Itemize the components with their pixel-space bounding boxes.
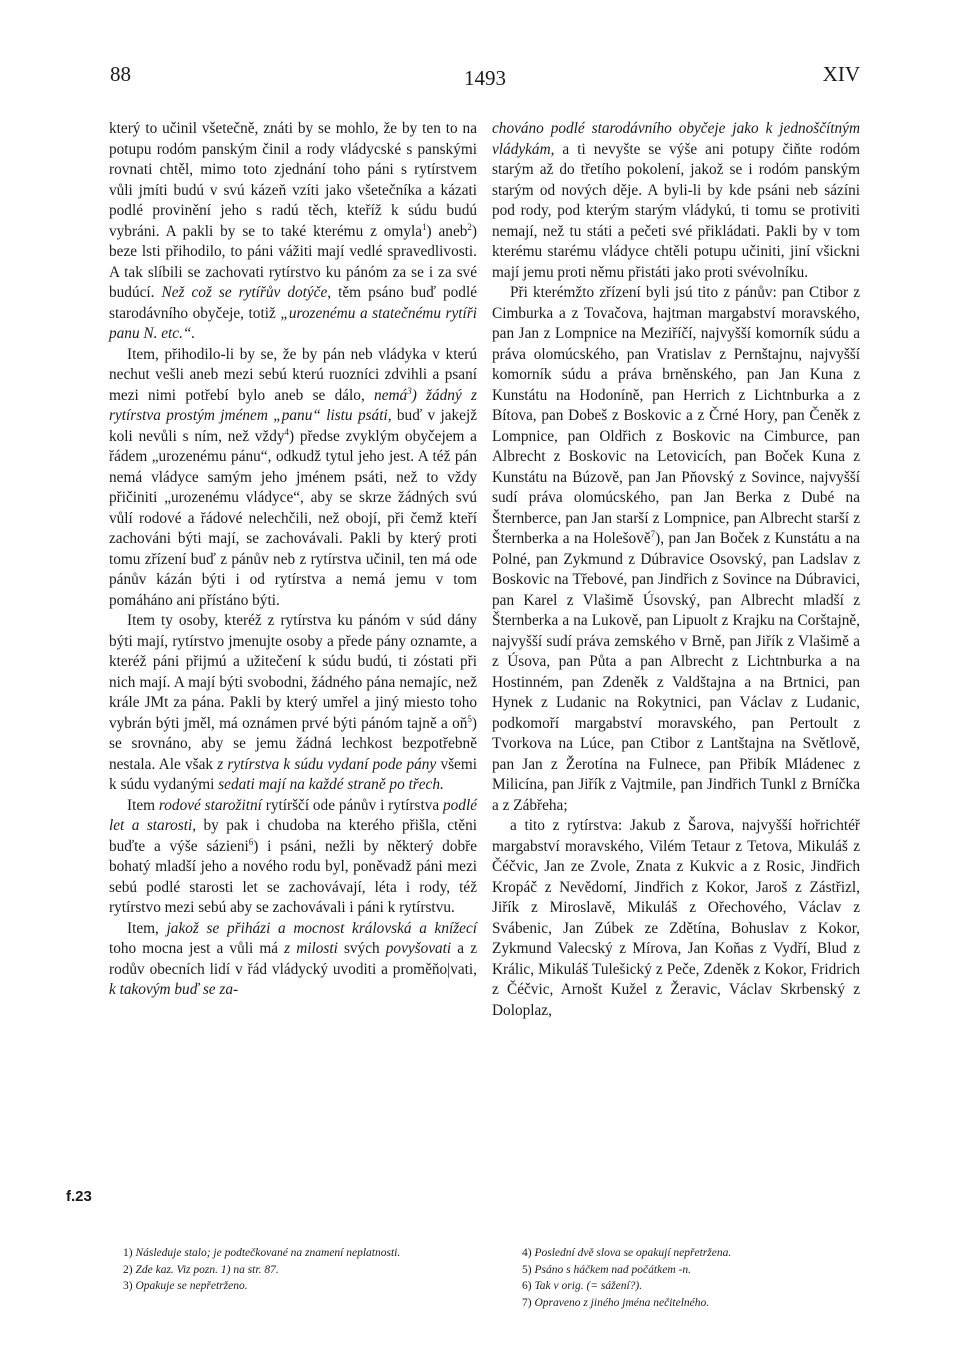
- footnote: [508, 1295, 858, 1312]
- footnote-number: 7): [522, 1296, 535, 1309]
- footnote-text: Opraveno z jiného jména nečitelného.: [534, 1296, 710, 1309]
- paragraph: Item, jakož se přiházi a mocnost královská a knížecí toho mocna jest a vůli má z milosti svých povyšovati a z rodův obecních lidí v řád vládycký uvoditi a proměňo|vati, k takovým buď se za-: [109, 919, 478, 998]
- footnote: [508, 1245, 858, 1262]
- footnote: [109, 1278, 477, 1295]
- footnote: [109, 1262, 477, 1279]
- paragraph: který to učinil všetečně, znáti by se mohlo, že by ten to na potupu rodóm panským činil a rody vládycské s panskými rovnati chtěl, mimo toto zjednání toho páni s rytírstvem vůli jmíti budú v svú kázeň vzíti jako všetečníka a kázati podlé provinění jeho s radú těch, kteříž k súdu budú vybráni. A pakli by se to také kterému z omyla$^1$) aneb$^2$) beze lsti přihodilo, to páni vážiti mají vedlé spravedlivosti. A tak slíbili se zachovati rytírstvo ku pánóm za se i za své budúcí. Než což se rytířův dotýče, těm psáno buď podlé starodávního obyčeje, totiž „urozenému a statečnému rytíři panu N. etc.“.: [109, 120, 477, 342]
- section-number: XIV: [822, 62, 860, 86]
- folio-margin-note: f.23: [66, 1188, 92, 1205]
- footnote: [508, 1278, 858, 1295]
- footnote-number: 1): [123, 1247, 136, 1259]
- paragraph: Item, přihodilo-li by se, že by pán neb vládyka v kterú nechut vešli aneb mezi sebú kterú ruozníci zdvihli a psaní mezi nimi potřebí bylo aneb se dálo, nemá$^3$) žádný z rytírstva prostým jménem „panu“ listu psáti, buď v jakejž koli nevůli s ním, než vždy$^4$) předse zvyklým obyčejem a řádem „urozenému pánu“, odkudž tytul jeho jest. A též pán nemá vládyce samým jeho jménem psáti, než to vždy přičiniti „urozenému vládyce“, aby se skrze žádných svú vůlí rodové a řádové nelechčili, než obojí, při čemž kteří zachováni býti mají, se zachovávali. Pakli by který proti tomu zřízení buď z pánův neb z rytírstva učinil, ten má ode pánův kázán býti i od rytírstva a nemá jemu v tom pomáháno ani přístáno býti.: [109, 345, 477, 609]
- footnote-text: Poslední dvě slova se opakují nepřetržena.: [534, 1247, 732, 1259]
- footnote-number: 5): [522, 1263, 535, 1276]
- footnote-text: Zde kaz. Viz pozn. 1) na str. 87.: [135, 1263, 279, 1276]
- page-number: 88: [110, 62, 131, 86]
- footnote: [508, 1262, 858, 1279]
- footnotes-left: [109, 1245, 477, 1295]
- footnote-text: Tak v orig. (= sážení?).: [534, 1280, 643, 1292]
- paragraph: a tito z rytírstva: Jakub z Šarova, najvyšší hořrichtéř margabství moravského, Vilém Tetaur z Tetova, Mikuláš z Čéčvic, Jan ze Zvole, Znata z Kukvic a z Rosic, Jindřich Kropáč z Nevědomí, Jindřich z Kokor, Jaroš z Zástřizl, Jiřík z Miroslavě, Mikuláš z Ořechového, Václav z Svábenic, Jan Zúbek ze Zdětína, Bohuslav z Kokor, Zykmund Valecský z Mírova, Jan Koňas z Vydří, Blud z Králic, Mikuláš Tulešický z Peče, Zdeněk z Kokor, Fridrich z Čéčvic, Arnošt Kužel z Žeravic, Václav Skrbenský z Doloplaz,: [492, 817, 860, 1019]
- page-header: [110, 62, 860, 92]
- footnote-text: Následuje stalo; je podtečkované na znamení neplatnosti.: [135, 1247, 401, 1259]
- year-heading: 1493: [464, 66, 506, 90]
- paragraph: chováno podlé starodávního obyčeje jako k jednoščítným vládykám, a ti nevyšte se výše ani potupy čiňte rodóm starým až do třetího pokolení, jakož se i rodóm panským starým od nových děje. A byli-li by kde psáni neb sázíni pod rody, pod kterým starým vládykú, ti tomu se protiviti nemají, než tu státi a pečeti své přikládati. Pakli by v tom kterému starému vládyce chtěli potupu učiniti, jiní všickni mají jemu proti němu přistáti jako proti svévolníku.: [492, 120, 860, 281]
- footnote-number: 3): [123, 1280, 136, 1292]
- footnote-number: 6): [522, 1280, 535, 1292]
- footnote: [109, 1245, 477, 1262]
- footnotes-right: [508, 1245, 858, 1311]
- paragraph: Při kterémžto zřízení byli jsú tito z pánův: pan Ctibor z Cimburka a z Tovačova, hajtman margabství moravského, pan Jan z Lompnice na Meziříčí, najvyšší komorník súdu a práva olomúcského, pan Vratislav z Pernštajnu, najvyšší komorník súdu a práva brněnského, pan Jan Kuna z Kunstátu na Hodoníně, pan Herrich z Lichtnburka a z Bítova, pan Dobeš z Boskovic a z Črné Hory, pan Čeněk z Lompnice, pan Oldřich z Boskovic na Cimburce, pan Albrecht z Boskovic na Letovicích, pan Boček Kuna z Kunstátu na Búzově, pan Jan Pňovský z Sovince, najvyšší sudí práva olomúcského, pan Jan Berka z Dubé na Šternberce, pan Jan starší z Lompnice, pan Albrecht starší z Šternberka a na Holešově$^7$), pan Jan Boček z Kunstátu a na Polné, pan Zykmund z Dúbravice Osovský, pan Ladslav z Boskovic na Třebové, pan Jindřich z Sovince na Dúbravici, pan Karel z Vlašimě Úsovský, pan Albrecht mladší z Šternberka a na Lukově, pan Lipuolt z Krajku na Corštajně, najvyšší sudí práva zemského v Brně, pan Jiřík z Vlašimě a z Úsova, pan Půta a pan Albrecht z Lichtnburka a na Hostinném, pan Zdeněk z Valdštajna a na Brtnici, pan Hynek z Ludanic na Rokytnici, pan Václav z Ludanic, podkomoří margabství moravského, pan Pertoult z Tvorkova na Lúce, pan Ctibor z Lantštajna na Světlově, pan Jan z Žerotína na Fulnece, pan Přibík Mládenec z Milicína, pan Jiřík z Vajtmile, pan Jindřich Tunkl z Brníčka a z Zábřeha;: [492, 284, 861, 814]
- left-text-column: [109, 119, 477, 1001]
- footnote-text: Opakuje se nepřetrženo.: [135, 1280, 248, 1292]
- right-text-column: [492, 119, 860, 1021]
- footnote-number: 2): [123, 1263, 136, 1276]
- footnote-number: 4): [522, 1247, 535, 1259]
- footnote-text: Psáno s háčkem nad počátkem -n.: [534, 1263, 691, 1276]
- paragraph: Item ty osoby, kteréž z rytírstva ku pánóm v súd dány býti mají, rytírstvo jmenujte osoby a přede pány oznamte, a kteréž páni přijmú a užitečení k súdu budú, ti zóstati při nich mají. A mají býti svobodni, žádného pána nemajíc, než krále JMt za pána. Pakli by který umřel a jiný miesto toho vybrán býti jměl, má oznámen prvé býti pánóm tajně a $oň^5$) se srovnáno, aby se jemu žádná lechkost bezpotřebně nestala. Ale však z rytírstva k súdu vydaní pode pány všemi k súdu vydanými sedati mají na každé straně po třech.: [109, 612, 477, 793]
- paragraph: Item rodové starožitní rytírščí ode pánův i rytírstva podlé let a starosti, by pak i chudoba na kterého přišla, ctěni buďte a výše sázieni$^6$) i psáni, nežli by některý dobře bohatý mladší jeho a nového rodu byl, poněvadž páni mezi sebú podlé starosti let se zachovávají, léta i rody, též rytírstvo mezi sebú aby se zachovávali i páni k rytírstvu.: [109, 796, 478, 916]
